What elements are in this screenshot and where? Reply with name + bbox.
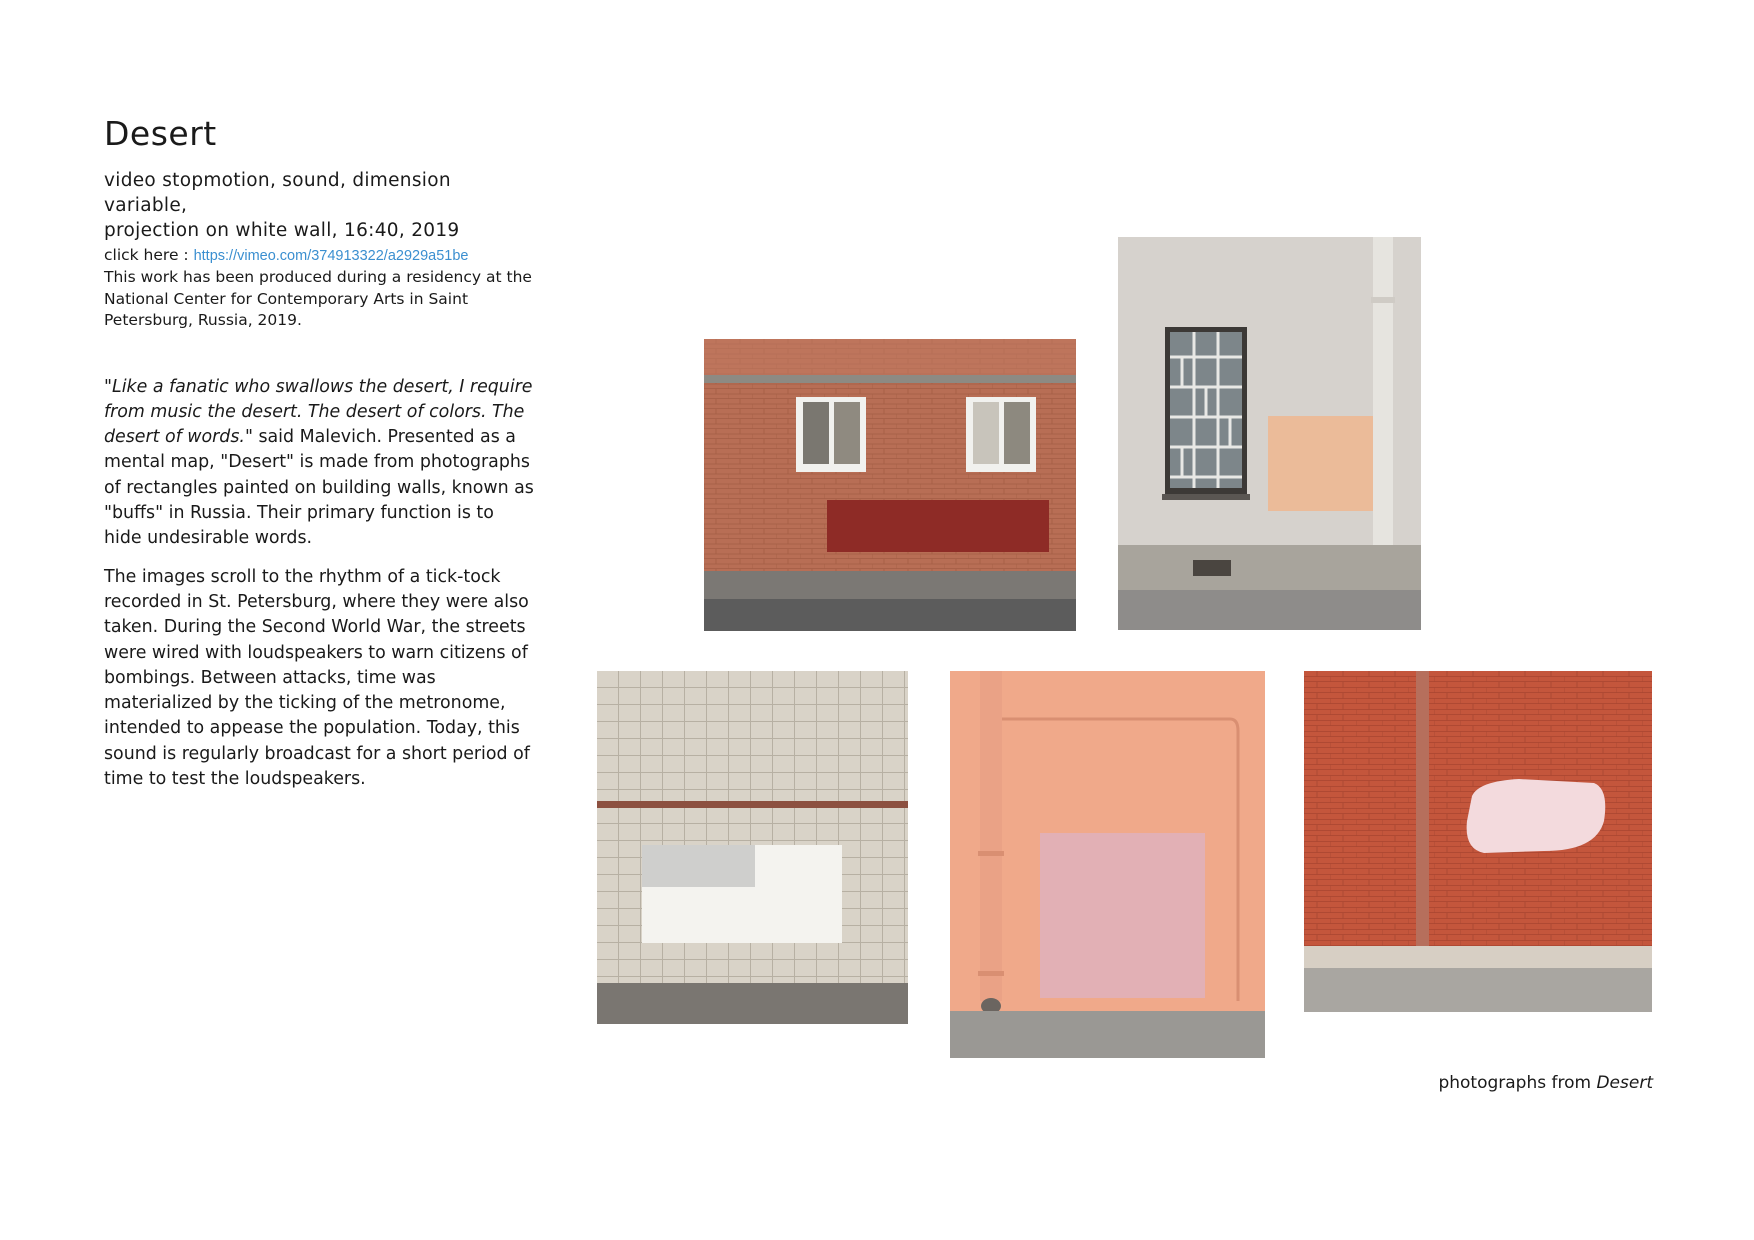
quote-continuation: " said Malevich. Presented as a mental map, "Desert" is made from photographs of rectangles painted on building walls, known as "buffs" in Russia. Their primary function is to hide undesirable words. [104,427,534,549]
subtitle-line-2: projection on white wall, 16:40, 2019 [104,219,460,241]
click-label: click here : [104,245,194,264]
photo-2-image [1118,237,1421,630]
vimeo-link[interactable]: https://vimeo.com/374913322/a2929a51be [193,247,469,264]
page-title: Desert [104,114,217,153]
photo-salmon-wall [950,671,1265,1058]
malevich-quote: "Like a fanatic who swallows the desert, I require from music the desert. The desert of colors. The desert of words. [104,376,533,448]
text-column [104,114,534,792]
photo-caption [1438,1073,1653,1093]
quote-paragraph [104,375,534,552]
description-paragraph: The images scroll to the rhythm of a tick-tock recorded in St. Petersburg, where they were also taken. During the Second World War, the streets were wired with loudspeakers to warn citizens of bombings. Between attacks, time was materialized by the ticking of the metronome, intended to appease the population. Today, this sound is regularly broadcast for a short period of time to test the loudspeakers. [104,566,530,790]
subtitle-line-1: video stopmotion, sound, dimension variable, [104,169,451,216]
photo-4-image [950,671,1265,1058]
link-line [104,245,534,268]
photo-5-image [1304,671,1652,1012]
caption-title: Desert [1596,1073,1653,1093]
photo-brick-wall-windows [704,339,1076,631]
photo-tiled-wall [597,671,908,1024]
residency-text: This work has been produced during a residency at the National Center for Contemporary Arts in Saint Petersburg, Russia, 2019. [104,268,532,330]
photo-3-image [597,671,908,1024]
photo-red-brick-wall [1304,671,1652,1012]
photo-grey-wall-window [1118,237,1421,630]
photo-1-image [704,339,1076,631]
caption-prefix: photographs from [1438,1073,1597,1093]
